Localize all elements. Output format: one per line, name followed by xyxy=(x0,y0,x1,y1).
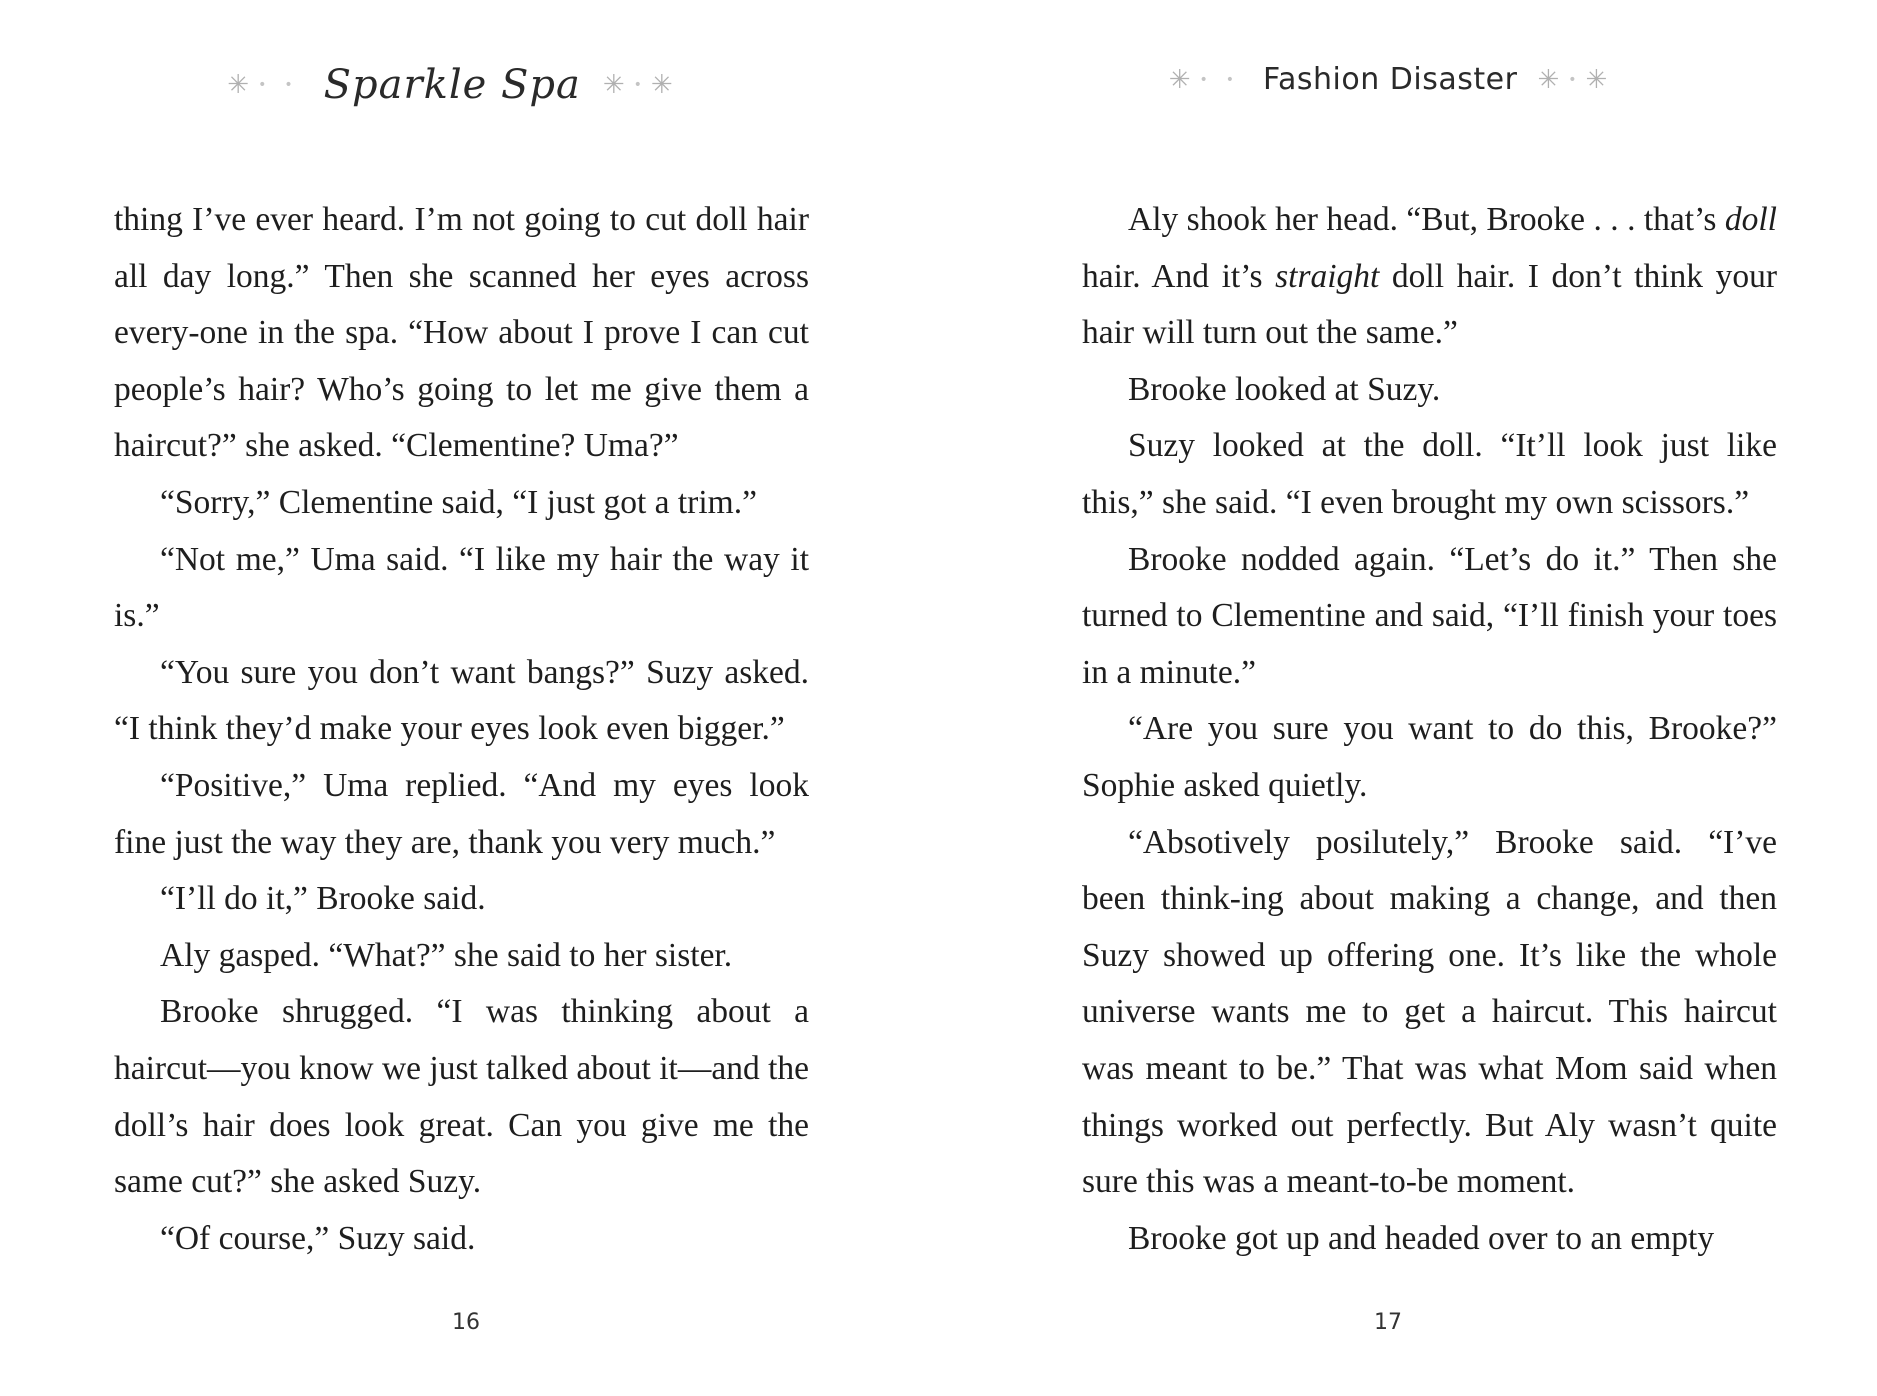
paragraph: “Of course,” Suzy said. xyxy=(160,1219,476,1257)
left-running-head xyxy=(0,62,900,108)
right-page xyxy=(938,0,1876,1396)
right-running-head xyxy=(938,62,1838,97)
left-page xyxy=(0,0,938,1396)
italic-word: doll xyxy=(1724,201,1777,238)
right-ornament-right xyxy=(1537,64,1608,95)
paragraph: Suzy looked at the doll. “It’ll look just like this,” she said. “I even brought my own scissors.” xyxy=(1082,427,1777,521)
paragraph: “Absotively posilutely,” Brooke said. “I’ve been think-ing about making a change, and then Suzy showed up offering one. It’s like the whole universe wants me to get a haircut. This haircut was meant to be.” That was what Mom said when things worked out perfectly. But Aly wasn’t quite sure this was a meant-to-be moment. xyxy=(1082,823,1777,1201)
left-body-text xyxy=(114,192,809,1267)
paragraph: Brooke shrugged. “I was thinking about a haircut—you know we just talked about it—and the doll’s hair does look great. Can you give me the same cut?” she asked Suzy. xyxy=(114,993,809,1201)
text-run: Aly shook her head. “But, Brooke . . . that’s xyxy=(1128,201,1725,238)
text-run: doll hair. I don’t think your hair will turn out the same.” xyxy=(1082,257,1777,352)
page-number: 17 xyxy=(1374,1310,1402,1335)
paragraph: “Are you sure you want to do this, Brooke?” Sophie asked quietly. xyxy=(1082,710,1777,804)
dot-icon: • xyxy=(284,77,293,93)
sparkle-icon: ✳ xyxy=(1168,64,1191,95)
chapter-title: Fashion Disaster xyxy=(1263,62,1518,97)
text-run: hair. And it’s xyxy=(1082,257,1276,295)
paragraph: “Positive,” Uma replied. “And my eyes look fine just the way they are, thank you very much.” xyxy=(114,766,809,861)
paragraph: Brooke looked at Suzy. xyxy=(1128,370,1441,408)
dot-icon: • xyxy=(1199,71,1208,88)
paragraph: Aly gasped. “What?” she said to her sister. xyxy=(160,936,733,974)
paragraph: Brooke nodded again. “Let’s do it.” Then she turned to Clementine and said, “I’ll finish your toes in a minute.” xyxy=(1082,540,1777,691)
sparkle-icon: ✳ xyxy=(602,70,625,100)
paragraph xyxy=(1082,192,1777,362)
left-ornament-left xyxy=(227,72,301,98)
right-ornament-left xyxy=(1168,64,1243,95)
sparkle-icon: ✳ xyxy=(650,70,673,100)
dot-icon: • xyxy=(258,77,267,93)
paragraph: “Not me,” Uma said. “I like my hair the way it is.” xyxy=(114,540,809,635)
dot-icon: • xyxy=(1568,71,1577,88)
sparkle-icon: ✳ xyxy=(227,70,250,100)
italic-word: straight xyxy=(1275,257,1380,295)
paragraph: “I’ll do it,” Brooke said. xyxy=(160,880,486,918)
sparkle-icon: ✳ xyxy=(1537,64,1560,95)
left-ornament-right xyxy=(603,72,673,98)
paragraph: Brooke got up and headed over to an empty xyxy=(1128,1219,1715,1257)
series-title: Sparkle Spa xyxy=(323,62,581,108)
page-number: 16 xyxy=(452,1310,480,1335)
right-body-text xyxy=(1082,192,1777,1267)
dot-icon: • xyxy=(1225,71,1235,88)
dot-icon: • xyxy=(633,77,642,93)
paragraph: “You sure you don’t want bangs?” Suzy asked. “I think they’d make your eyes look even bigger.” xyxy=(114,653,809,748)
sparkle-icon: ✳ xyxy=(1585,64,1608,95)
paragraph: thing I’ve ever heard. I’m not going to cut doll hair all day long.” Then she scanned her eyes across every-one in the spa. “How about I prove I can cut people’s hair? Who’s going to let me give them a haircut?” she asked. “Clementine? Uma?” xyxy=(114,201,809,465)
paragraph: “Sorry,” Clementine said, “I just got a trim.” xyxy=(160,483,757,521)
